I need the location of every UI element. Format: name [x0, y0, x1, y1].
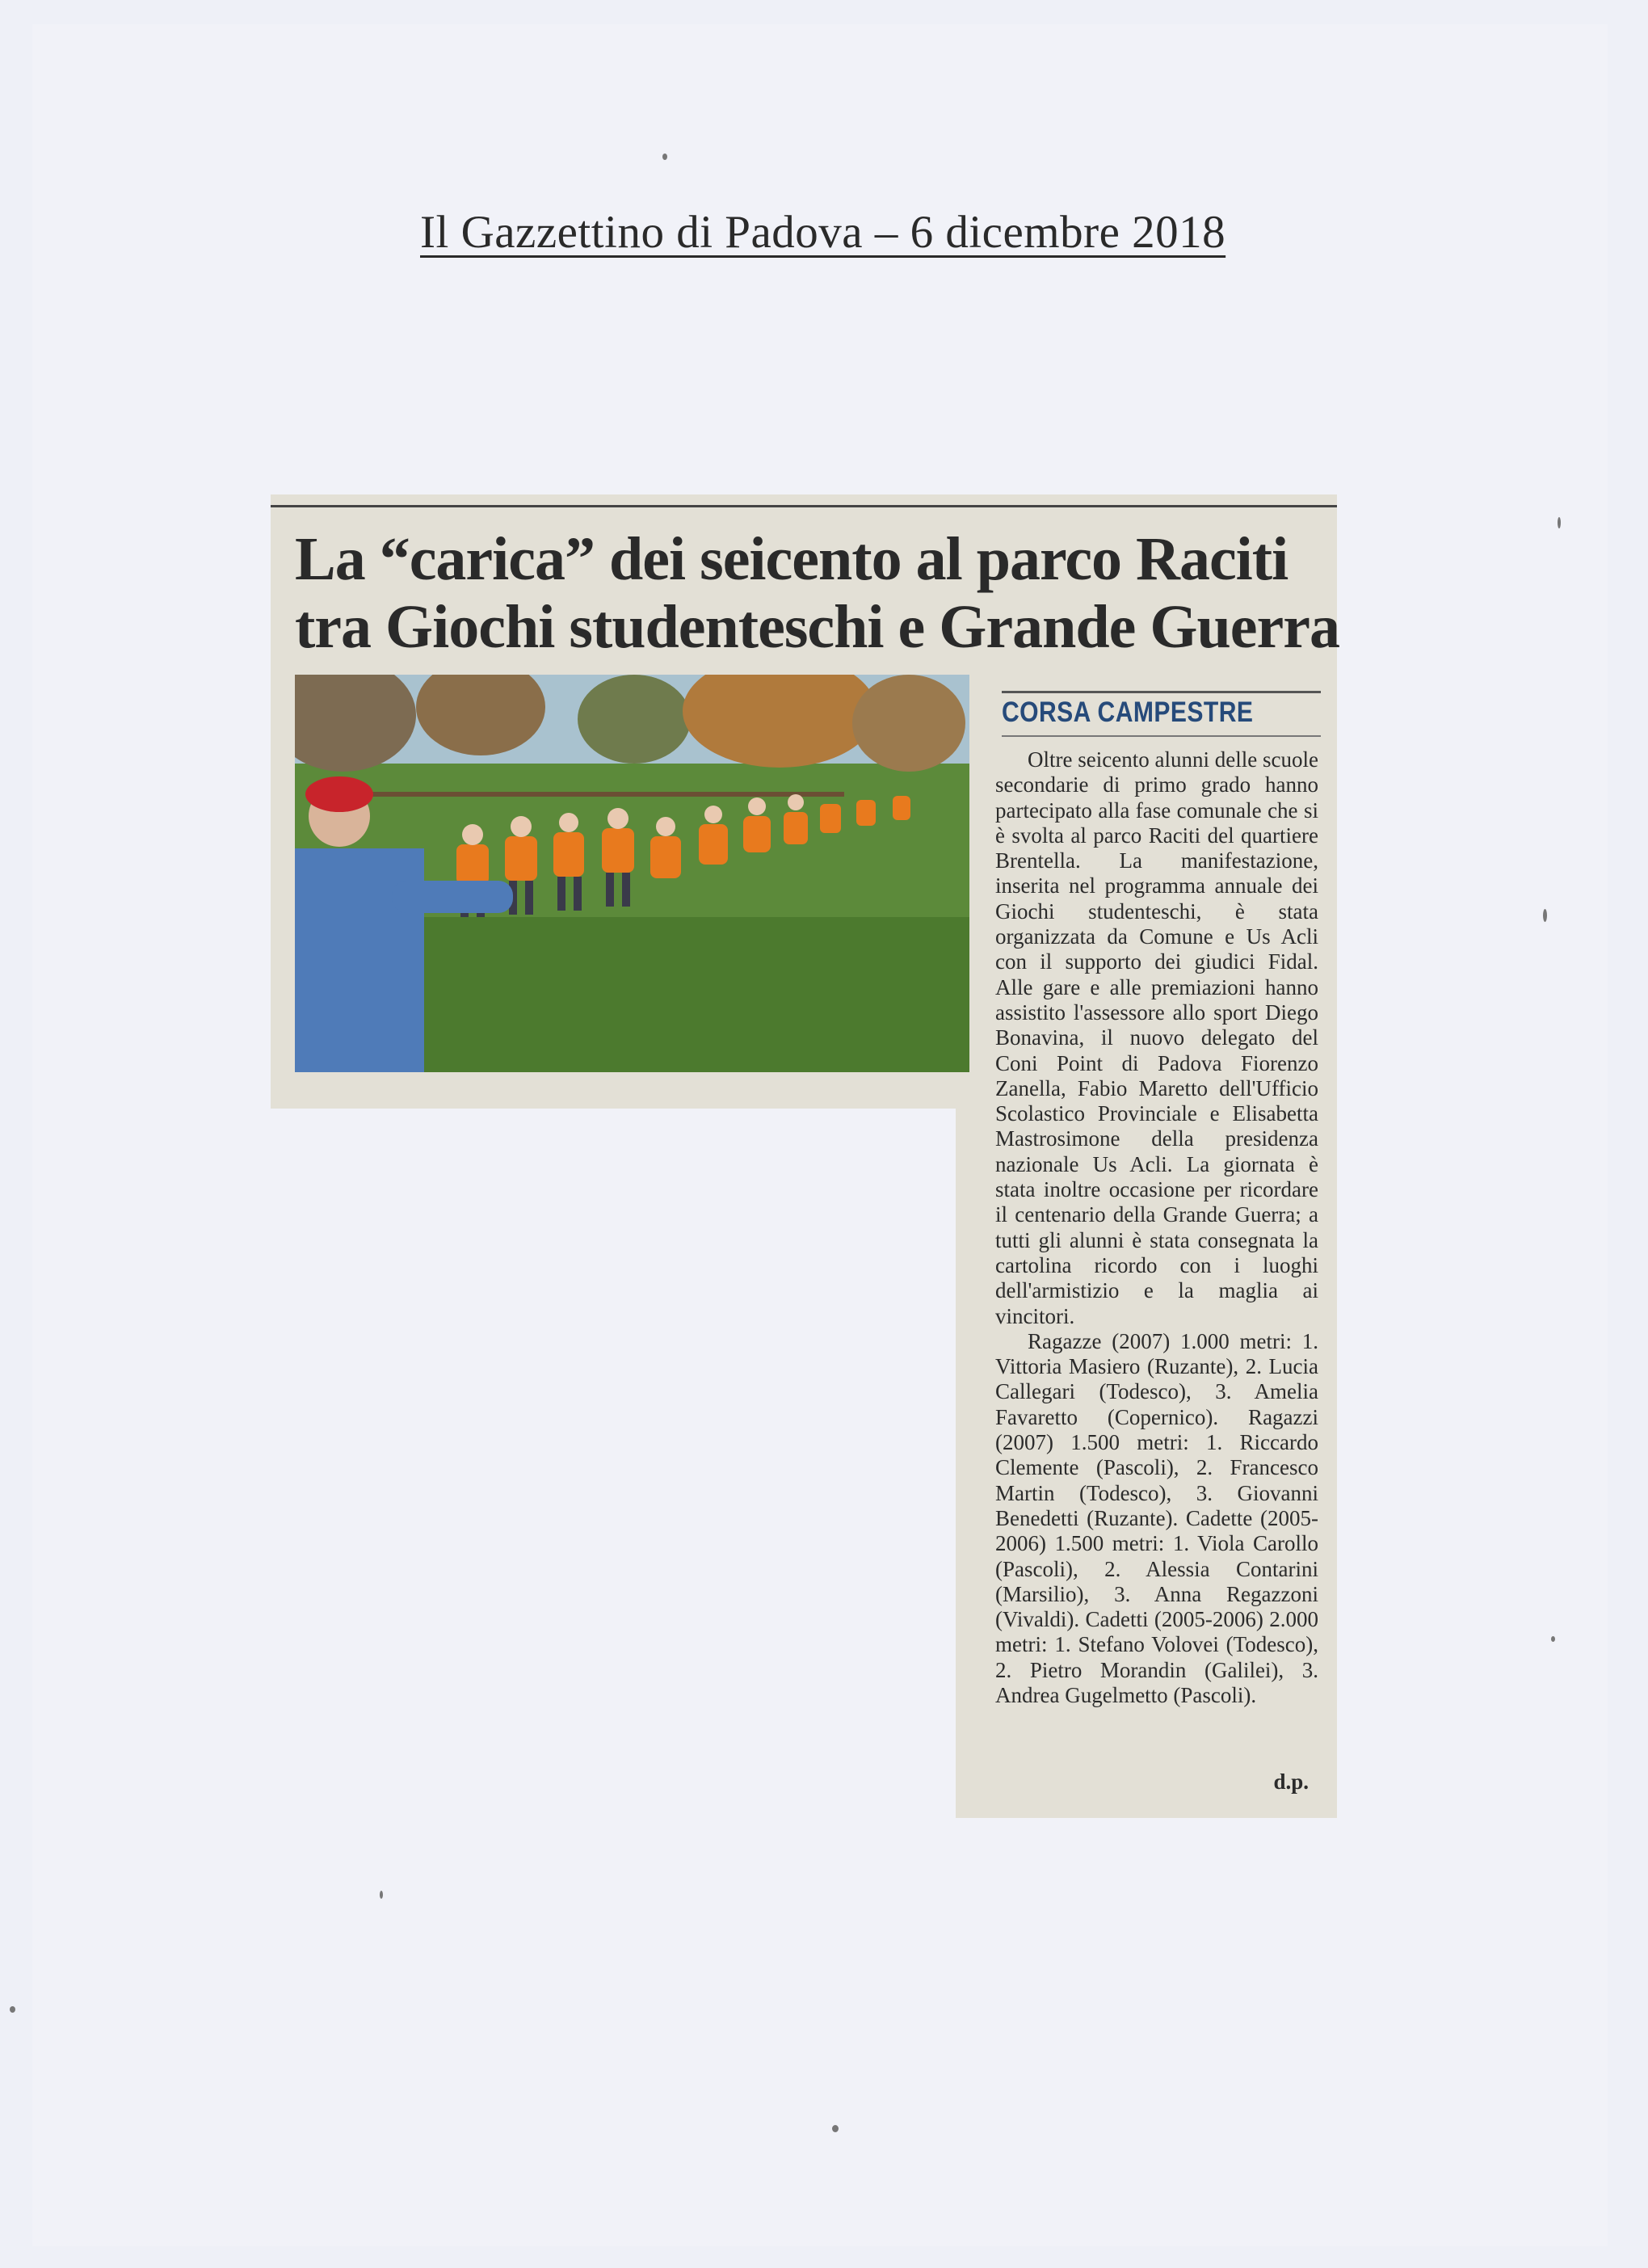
author-initials: d.p.: [1273, 1769, 1309, 1794]
source-header: Il Gazzettino di Padova – 6 dicembre 2018: [420, 207, 1226, 258]
scan-speck: [1543, 909, 1547, 922]
scan-speck: [832, 2125, 839, 2132]
kicker-rule-top: [1002, 691, 1321, 693]
scan-speck: [10, 2006, 15, 2013]
headline-line-1: La “carica” dei seicento al parco Raciti: [295, 525, 1289, 593]
scan-speck: [380, 1891, 383, 1899]
article-paragraph-1: Oltre seicento alunni delle scuole secondarie di primo grado hanno partecipato alla fase comunale che si è svolta al parco Raciti del quartiere Brentella. La manifestazione, inserita nel programma annuale dei Giochi studenteschi, è stata organizzata da Comune e Us Acli con il supporto dei giudici Fidal. Alle gare e alle premiazioni hanno assistito l'assessore allo sport Diego Bonavina, il nuovo delegato del Coni Point di Padova Fiorenzo Zanella, Fabio Maretto dell'Ufficio Scolastico Provinciale e Elisabetta Mastrosimone della presidenza nazionale Us Acli. La giornata è stata inoltre occasione per ricordare il centenario della Grande Guerra; a tutti gli alunni è stata consegnata la cartolina ricordo con i luoghi dell'armistizio e la maglia ai vincitori.: [995, 747, 1318, 1328]
scan-speck: [1558, 517, 1561, 528]
race-photo-illustration: [295, 675, 969, 1072]
clipping-rule: [271, 505, 1337, 507]
section-kicker: CORSA CAMPESTRE: [1002, 696, 1254, 728]
scanned-sheet: [32, 24, 1608, 2246]
scan-speck: [662, 154, 667, 160]
article-paragraph-2: Ragazze (2007) 1.000 metri: 1. Vittoria Masiero (Ruzante), 2. Lucia Callegari (Todesco), 3. Amelia Favaretto (Copernico). Ragazzi (2007) 1.500 metri: 1. Riccardo Clemente (Pascoli), 2. Francesco Martin (Todesco), 3. Giovanni Benedetti (Ruzante). Cadette (2005-2006) 1.500 metri: 1. Viola Carollo (Pascoli), 2. Alessia Contarini (Marsilio), 3. Anna Regazzoni (Vivaldi). Cadetti (2005-2006) 2.000 metri: 1. Stefano Volovei (Todesco), 2. Pietro Morandin (Galilei), 3. Andrea Gugelmetto (Pascoli).: [995, 1328, 1318, 1707]
scan-speck: [1551, 1636, 1555, 1642]
article-headline: [295, 525, 1339, 661]
article-body: [995, 747, 1318, 1708]
article-photo: [295, 675, 969, 1072]
headline-line-2: tra Giochi studenteschi e Grande Guerra: [295, 593, 1339, 661]
kicker-rule-bottom: [1002, 735, 1321, 737]
